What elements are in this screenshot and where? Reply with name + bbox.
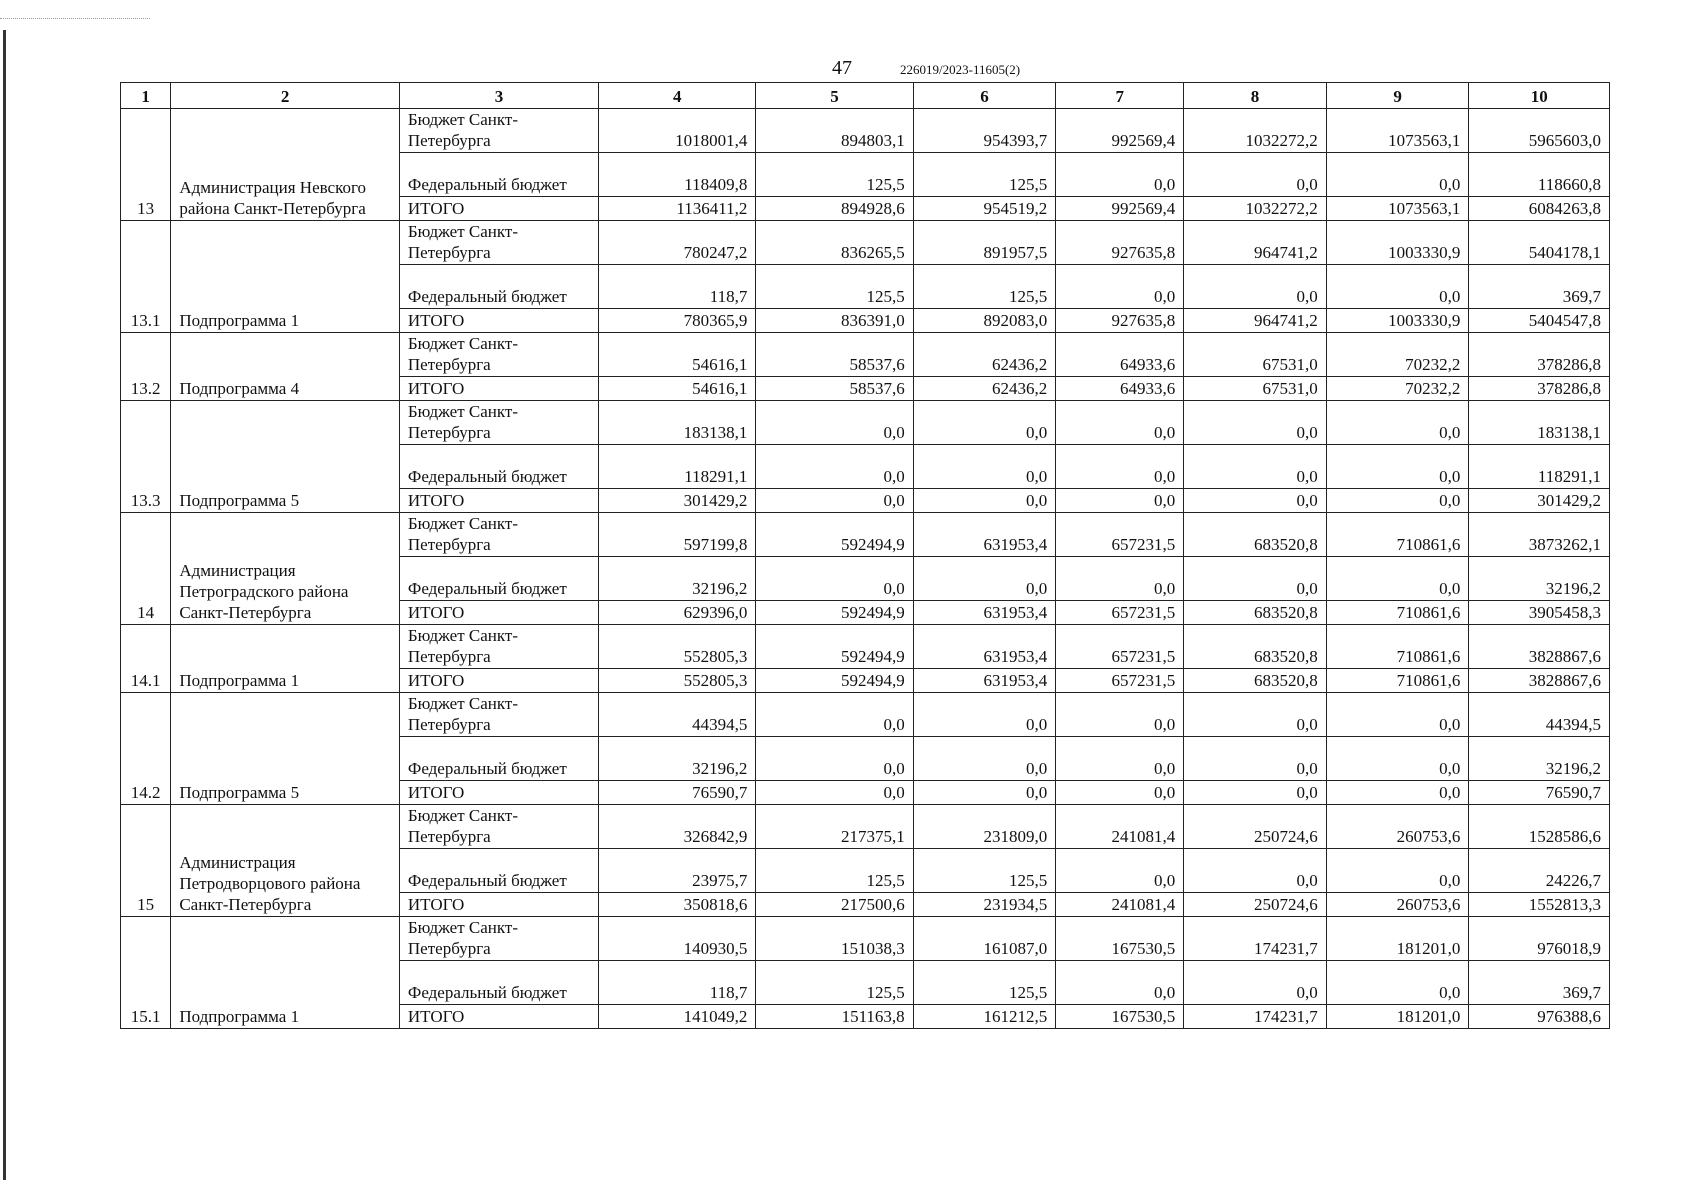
amount-col-4: 118,7 [599,265,756,309]
column-header-7: 7 [1056,83,1184,109]
amount-col-5: 592494,9 [756,601,913,625]
amount-col-5: 894928,6 [756,197,913,221]
page-number: 47 [832,57,852,79]
amount-col-7: 992569,4 [1056,109,1184,153]
funding-source: Федеральный бюджет [399,445,598,489]
amount-col-9: 0,0 [1326,961,1469,1005]
amount-col-4: 32196,2 [599,557,756,601]
amount-col-4: 597199,8 [599,513,756,557]
amount-col-10: 378286,8 [1469,333,1610,377]
amount-col-7: 167530,5 [1056,917,1184,961]
amount-col-9: 1073563,1 [1326,109,1469,153]
amount-col-5: 151038,3 [756,917,913,961]
scan-edge-mark [3,30,6,1180]
amount-col-8: 683520,8 [1184,669,1327,693]
amount-col-5: 592494,9 [756,669,913,693]
amount-col-4: 54616,1 [599,377,756,401]
column-header-2: 2 [171,83,400,109]
program-name: Администрация Петродворцового района Санкт-Петербурга [171,805,400,917]
funding-source: ИТОГО [399,1005,598,1029]
amount-col-9: 70232,2 [1326,333,1469,377]
amount-col-5: 125,5 [756,153,913,197]
funding-source: ИТОГО [399,309,598,333]
amount-col-4: 44394,5 [599,693,756,737]
amount-col-4: 118,7 [599,961,756,1005]
table-row [121,109,1610,153]
amount-col-8: 683520,8 [1184,625,1327,669]
amount-col-6: 0,0 [913,445,1056,489]
amount-col-7: 0,0 [1056,153,1184,197]
amount-col-8: 250724,6 [1184,805,1327,849]
page-header [0,57,1695,83]
amount-col-6: 0,0 [913,489,1056,513]
column-header-5: 5 [756,83,913,109]
amount-col-5: 0,0 [756,781,913,805]
amount-col-5: 58537,6 [756,333,913,377]
funding-source: Бюджет Санкт-Петербурга [399,513,598,557]
amount-col-10: 301429,2 [1469,489,1610,513]
table-row [121,917,1610,961]
amount-col-5: 0,0 [756,445,913,489]
amount-col-4: 183138,1 [599,401,756,445]
amount-col-4: 23975,7 [599,849,756,893]
amount-col-5: 0,0 [756,401,913,445]
amount-col-7: 0,0 [1056,557,1184,601]
amount-col-8: 683520,8 [1184,601,1327,625]
amount-col-8: 0,0 [1184,489,1327,513]
amount-col-7: 657231,5 [1056,601,1184,625]
amount-col-10: 369,7 [1469,961,1610,1005]
amount-col-8: 1032272,2 [1184,197,1327,221]
row-number: 14.2 [121,693,171,805]
table-row [121,333,1610,377]
amount-col-9: 0,0 [1326,557,1469,601]
amount-col-6: 0,0 [913,557,1056,601]
column-header-8: 8 [1184,83,1327,109]
amount-col-6: 231934,5 [913,893,1056,917]
amount-col-4: 552805,3 [599,625,756,669]
amount-col-5: 0,0 [756,489,913,513]
amount-col-9: 1073563,1 [1326,197,1469,221]
amount-col-7: 0,0 [1056,693,1184,737]
amount-col-9: 0,0 [1326,401,1469,445]
amount-col-8: 0,0 [1184,557,1327,601]
amount-col-8: 250724,6 [1184,893,1327,917]
amount-col-9: 1003330,9 [1326,309,1469,333]
amount-col-5: 0,0 [756,737,913,781]
funding-source: Федеральный бюджет [399,737,598,781]
amount-col-4: 629396,0 [599,601,756,625]
amount-col-7: 927635,8 [1056,309,1184,333]
amount-col-10: 76590,7 [1469,781,1610,805]
amount-col-8: 964741,2 [1184,309,1327,333]
amount-col-10: 5965603,0 [1469,109,1610,153]
funding-source: ИТОГО [399,781,598,805]
amount-col-9: 0,0 [1326,693,1469,737]
amount-col-8: 0,0 [1184,961,1327,1005]
budget-table [120,82,1610,1029]
amount-col-5: 836391,0 [756,309,913,333]
amount-col-8: 964741,2 [1184,221,1327,265]
amount-col-10: 3828867,6 [1469,669,1610,693]
amount-col-4: 76590,7 [599,781,756,805]
amount-col-10: 1528586,6 [1469,805,1610,849]
amount-col-5: 0,0 [756,693,913,737]
funding-source: Бюджет Санкт-Петербурга [399,221,598,265]
amount-col-10: 118660,8 [1469,153,1610,197]
amount-col-7: 0,0 [1056,265,1184,309]
amount-col-4: 140930,5 [599,917,756,961]
amount-col-8: 0,0 [1184,849,1327,893]
amount-col-9: 0,0 [1326,153,1469,197]
amount-col-6: 891957,5 [913,221,1056,265]
amount-col-6: 0,0 [913,737,1056,781]
amount-col-6: 954393,7 [913,109,1056,153]
amount-col-9: 181201,0 [1326,917,1469,961]
column-header-10: 10 [1469,83,1610,109]
row-number: 13 [121,109,171,221]
column-header-9: 9 [1326,83,1469,109]
amount-col-10: 976018,9 [1469,917,1610,961]
amount-col-6: 631953,4 [913,669,1056,693]
amount-col-6: 125,5 [913,265,1056,309]
amount-col-4: 780247,2 [599,221,756,265]
amount-col-10: 5404547,8 [1469,309,1610,333]
funding-source: Бюджет Санкт-Петербурга [399,693,598,737]
column-header-1: 1 [121,83,171,109]
amount-col-4: 1136411,2 [599,197,756,221]
column-header-3: 3 [399,83,598,109]
row-number: 15.1 [121,917,171,1029]
amount-col-10: 3873262,1 [1469,513,1610,557]
program-name: Подпрограмма 4 [171,333,400,401]
amount-col-4: 54616,1 [599,333,756,377]
amount-col-5: 217375,1 [756,805,913,849]
program-name: Подпрограмма 5 [171,401,400,513]
amount-col-9: 710861,6 [1326,513,1469,557]
amount-col-10: 32196,2 [1469,557,1610,601]
amount-col-7: 0,0 [1056,489,1184,513]
amount-col-6: 0,0 [913,781,1056,805]
amount-col-8: 0,0 [1184,737,1327,781]
amount-col-4: 552805,3 [599,669,756,693]
amount-col-6: 231809,0 [913,805,1056,849]
funding-source: ИТОГО [399,377,598,401]
amount-col-5: 125,5 [756,961,913,1005]
amount-col-6: 0,0 [913,693,1056,737]
row-number: 14 [121,513,171,625]
amount-col-10: 5404178,1 [1469,221,1610,265]
amount-col-9: 260753,6 [1326,805,1469,849]
amount-col-9: 0,0 [1326,489,1469,513]
amount-col-10: 3828867,6 [1469,625,1610,669]
amount-col-6: 125,5 [913,153,1056,197]
amount-col-8: 0,0 [1184,153,1327,197]
amount-col-10: 369,7 [1469,265,1610,309]
funding-source: ИТОГО [399,601,598,625]
amount-col-7: 0,0 [1056,781,1184,805]
amount-col-10: 976388,6 [1469,1005,1610,1029]
amount-col-5: 836265,5 [756,221,913,265]
funding-source: Федеральный бюджет [399,961,598,1005]
amount-col-8: 683520,8 [1184,513,1327,557]
amount-col-6: 892083,0 [913,309,1056,333]
amount-col-9: 710861,6 [1326,625,1469,669]
amount-col-9: 0,0 [1326,445,1469,489]
funding-source: ИТОГО [399,893,598,917]
amount-col-9: 0,0 [1326,265,1469,309]
amount-col-5: 151163,8 [756,1005,913,1029]
program-name: Подпрограмма 1 [171,625,400,693]
program-name: Подпрограмма 1 [171,917,400,1029]
amount-col-6: 954519,2 [913,197,1056,221]
amount-col-8: 0,0 [1184,693,1327,737]
program-name: Администрация Невского района Санкт-Петербурга [171,109,400,221]
amount-col-8: 67531,0 [1184,333,1327,377]
funding-source: Бюджет Санкт-Петербурга [399,625,598,669]
amount-col-6: 161212,5 [913,1005,1056,1029]
amount-col-4: 350818,6 [599,893,756,917]
amount-col-7: 0,0 [1056,445,1184,489]
amount-col-4: 1018001,4 [599,109,756,153]
amount-col-8: 1032272,2 [1184,109,1327,153]
amount-col-7: 0,0 [1056,737,1184,781]
amount-col-9: 70232,2 [1326,377,1469,401]
funding-source: ИТОГО [399,669,598,693]
amount-col-7: 64933,6 [1056,333,1184,377]
table-row [121,221,1610,265]
amount-col-9: 710861,6 [1326,601,1469,625]
amount-col-5: 592494,9 [756,513,913,557]
amount-col-10: 118291,1 [1469,445,1610,489]
amount-col-4: 141049,2 [599,1005,756,1029]
table-row [121,625,1610,669]
amount-col-5: 592494,9 [756,625,913,669]
row-number: 13.3 [121,401,171,513]
amount-col-8: 174231,7 [1184,1005,1327,1029]
amount-col-9: 710861,6 [1326,669,1469,693]
amount-col-7: 241081,4 [1056,893,1184,917]
amount-col-6: 0,0 [913,401,1056,445]
amount-col-7: 167530,5 [1056,1005,1184,1029]
program-name: Администрация Петроградского района Санкт-Петербурга [171,513,400,625]
funding-source: Федеральный бюджет [399,153,598,197]
amount-col-5: 217500,6 [756,893,913,917]
amount-col-8: 174231,7 [1184,917,1327,961]
amount-col-7: 657231,5 [1056,669,1184,693]
amount-col-7: 927635,8 [1056,221,1184,265]
header-row [121,83,1610,109]
amount-col-8: 0,0 [1184,265,1327,309]
amount-col-7: 657231,5 [1056,625,1184,669]
program-name: Подпрограмма 1 [171,221,400,333]
funding-source: ИТОГО [399,489,598,513]
funding-source: Федеральный бюджет [399,557,598,601]
amount-col-7: 0,0 [1056,961,1184,1005]
amount-col-6: 62436,2 [913,377,1056,401]
amount-col-10: 378286,8 [1469,377,1610,401]
amount-col-8: 0,0 [1184,781,1327,805]
funding-source: Бюджет Санкт-Петербурга [399,333,598,377]
amount-col-4: 780365,9 [599,309,756,333]
column-header-4: 4 [599,83,756,109]
amount-col-6: 631953,4 [913,601,1056,625]
row-number: 13.2 [121,333,171,401]
funding-source: Бюджет Санкт-Петербурга [399,805,598,849]
amount-col-9: 260753,6 [1326,893,1469,917]
amount-col-6: 631953,4 [913,625,1056,669]
table-body [121,109,1610,1029]
amount-col-5: 125,5 [756,849,913,893]
amount-col-7: 241081,4 [1056,805,1184,849]
amount-col-5: 125,5 [756,265,913,309]
amount-col-8: 0,0 [1184,401,1327,445]
table-row [121,513,1610,557]
amount-col-6: 62436,2 [913,333,1056,377]
amount-col-10: 44394,5 [1469,693,1610,737]
amount-col-7: 0,0 [1056,849,1184,893]
row-number: 15 [121,805,171,917]
document-code: 226019/2023-11605(2) [900,62,1021,77]
funding-source: Федеральный бюджет [399,849,598,893]
funding-source: Бюджет Санкт-Петербурга [399,401,598,445]
amount-col-10: 24226,7 [1469,849,1610,893]
amount-col-8: 67531,0 [1184,377,1327,401]
amount-col-7: 64933,6 [1056,377,1184,401]
amount-col-6: 631953,4 [913,513,1056,557]
table-row [121,693,1610,737]
amount-col-8: 0,0 [1184,445,1327,489]
funding-source: Федеральный бюджет [399,265,598,309]
program-name: Подпрограмма 5 [171,693,400,805]
funding-source: ИТОГО [399,197,598,221]
amount-col-10: 3905458,3 [1469,601,1610,625]
amount-col-9: 0,0 [1326,781,1469,805]
amount-col-4: 301429,2 [599,489,756,513]
amount-col-7: 657231,5 [1056,513,1184,557]
amount-col-9: 181201,0 [1326,1005,1469,1029]
amount-col-10: 183138,1 [1469,401,1610,445]
amount-col-6: 125,5 [913,961,1056,1005]
amount-col-6: 125,5 [913,849,1056,893]
amount-col-7: 0,0 [1056,401,1184,445]
amount-col-6: 161087,0 [913,917,1056,961]
amount-col-9: 0,0 [1326,849,1469,893]
amount-col-10: 1552813,3 [1469,893,1610,917]
amount-col-10: 32196,2 [1469,737,1610,781]
row-number: 13.1 [121,221,171,333]
scan-dash-line [0,18,150,19]
table-row [121,401,1610,445]
amount-col-5: 0,0 [756,557,913,601]
amount-col-4: 326842,9 [599,805,756,849]
table-row [121,805,1610,849]
amount-col-4: 32196,2 [599,737,756,781]
column-header-6: 6 [913,83,1056,109]
funding-source: Бюджет Санкт-Петербурга [399,109,598,153]
funding-source: Бюджет Санкт-Петербурга [399,917,598,961]
amount-col-7: 992569,4 [1056,197,1184,221]
amount-col-9: 1003330,9 [1326,221,1469,265]
amount-col-10: 6084263,8 [1469,197,1610,221]
amount-col-4: 118409,8 [599,153,756,197]
amount-col-5: 894803,1 [756,109,913,153]
amount-col-5: 58537,6 [756,377,913,401]
amount-col-9: 0,0 [1326,737,1469,781]
amount-col-4: 118291,1 [599,445,756,489]
row-number: 14.1 [121,625,171,693]
